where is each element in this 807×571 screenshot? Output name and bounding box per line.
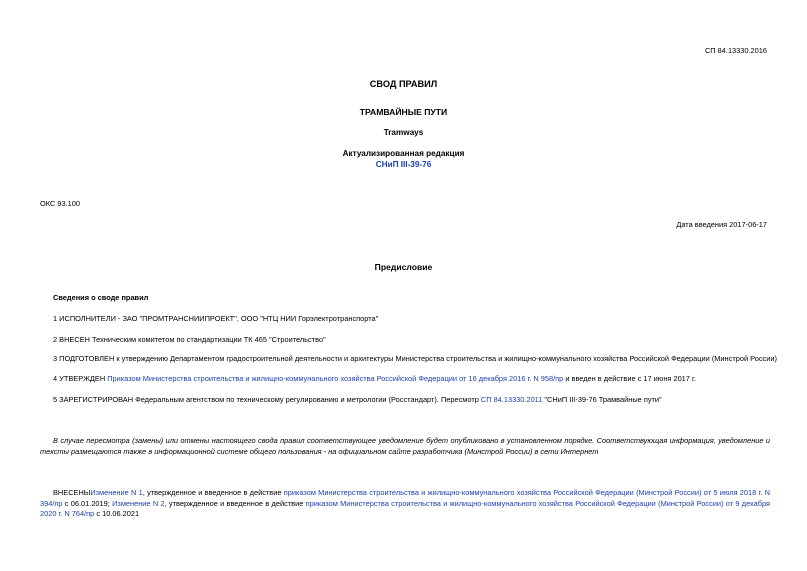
preface-item-4-prefix: 4 УТВЕРЖДЕН bbox=[53, 374, 108, 383]
preface-heading: Предисловие bbox=[374, 262, 433, 272]
change-2-link[interactable]: Изменение N 2 bbox=[112, 498, 165, 508]
preface-item-2-text: 2 ВНЕСЕН Техническим комитетом по стандартизации ТК 465 "Строительство" bbox=[53, 335, 326, 344]
change-2-tail: с 10.06.2021 bbox=[94, 509, 140, 519]
changes-paragraph bbox=[40, 488, 770, 520]
preface-item-4 bbox=[53, 374, 696, 384]
approval-order-link[interactable]: Приказом Министерства строительства и жилищно-коммунального хозяйства Российской Федерации от 16 декабря 2016 г. N 958/пр bbox=[107, 374, 564, 383]
edition-label: Актуализированная редакция bbox=[342, 149, 465, 158]
changes-lead: ВНЕСЕНЫ bbox=[53, 488, 91, 497]
change-1-mid: , утвержденное и введенное в действие bbox=[142, 488, 284, 497]
preface-item-1 bbox=[53, 314, 378, 324]
preface-item-3 bbox=[53, 354, 777, 364]
revision-notice: В случае пересмотра (замены) или отмены настоящего свода правил соответствующее уведомление будет опубликовано в установленном порядке. Соответствующая информация, уведомление и тексты размещаются также в информационной системе общего пользования - на официальном сайте разработчика (Минстрой России) в сети Интернет bbox=[40, 436, 770, 456]
change-2-order-link[interactable]: приказом Министерства строительства и жилищно-коммунального хозяйства Российской Федерации (Минстрой России) от 9 декабря 2020 г. N 764/пр bbox=[40, 498, 770, 519]
preface-item-3-text: 3 ПОДГОТОВЛЕН к утверждению Департаментом градостроительной деятельности и архитектуры Министерства строительства и жилищно-коммунального хозяйства Российской Федерации (Минстрой России) bbox=[53, 354, 777, 363]
doc-english-title: Tramways bbox=[383, 128, 424, 137]
info-title: Сведения о своде правил bbox=[53, 293, 149, 302]
snip-link[interactable]: СНиП III-39-76 bbox=[375, 160, 432, 169]
preface-item-5-prefix: 5 ЗАРЕГИСТРИРОВАН Федеральным агентством по техническому регулированию и метрологии (Росстандарт). Пересмотр bbox=[53, 395, 481, 404]
change-1-tail: с 06.01.2019; bbox=[62, 498, 113, 508]
preface-item-4-suffix: и введен в действие с 17 июня 2017 г. bbox=[563, 374, 696, 383]
preface-item-1-text: 1 ИСПОЛНИТЕЛИ - ЗАО "ПРОМТРАНСНИИПРОЕКТ", ООО "НТЦ НИИ Горэлектротранспорта" bbox=[53, 314, 379, 323]
change-1-link[interactable]: Изменение N 1 bbox=[90, 488, 143, 497]
change-1-order-link[interactable]: приказом Министерства строительства и жилищно-коммунального хозяйства Российской Федерации (Минстрой России) от 5 июля 2018 г. N 394/пр bbox=[40, 488, 770, 508]
doc-main-title: ТРАМВАЙНЫЕ ПУТИ bbox=[359, 107, 448, 117]
preface-item-2 bbox=[53, 335, 326, 345]
revision-sp-link[interactable]: СП 84.13330.2011 bbox=[480, 395, 543, 404]
change-2-mid: , утвержденное и введенное в действие bbox=[164, 498, 306, 508]
document-code: СП 84.13330.2016 bbox=[704, 46, 767, 55]
oks-code: ОКС 93.100 bbox=[40, 199, 80, 208]
date-intro: Дата введения 2017-06-17 bbox=[676, 220, 767, 229]
preface-item-5-suffix: "СНиП III-39-76 Трамвайные пути" bbox=[542, 395, 662, 404]
doc-type-title: СВОД ПРАВИЛ bbox=[369, 79, 438, 89]
preface-item-5 bbox=[53, 395, 662, 405]
